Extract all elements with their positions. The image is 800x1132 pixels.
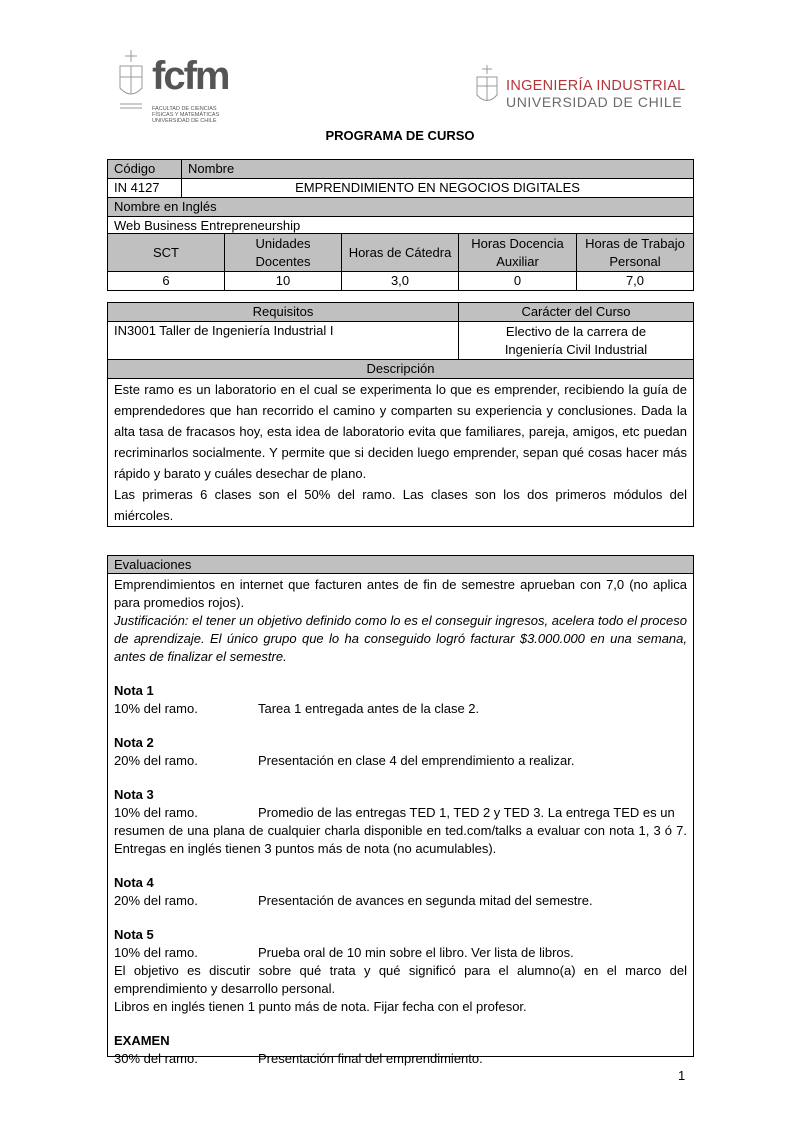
code-label: Código: [108, 160, 182, 179]
exam-title: EXAMEN: [114, 1033, 170, 1048]
nota-3-detail: resumen de una plana de cualquier charla disponible en ted.com/talks a evaluar con nota 1, 3 ó 7. Entregas en inglés tienen 3 puntos más de nota (no acumulables).: [114, 823, 687, 856]
evaluations-justification: Justificación: el tener un objetivo definido como lo es el conseguir ingresos, acelera todo el proceso de aprendizaje. El único grupo que lo ha conseguido logró facturar $3.000.000 en una semana, antes de finalizar el semestre.: [114, 613, 687, 664]
nota-1-row: 10% del ramo. Tarea 1 entregada antes de la clase 2.: [114, 701, 480, 716]
evaluations-section: [107, 555, 694, 1066]
nota-2-row: 20% del ramo. Presentación en clase 4 del emprendimiento a realizar.: [114, 753, 575, 768]
course-character-value: Electivo de la carrera de Ingeniería Civil Industrial: [459, 322, 694, 360]
credits-value-sct: 6: [108, 272, 225, 291]
course-name: EMPRENDIMIENTO EN NEGOCIOS DIGITALES: [182, 179, 694, 198]
credits-header-personal: Horas de Trabajo Personal: [577, 234, 694, 272]
requirements-table: [107, 302, 694, 527]
requirements-label: Requisitos: [108, 303, 459, 322]
evaluations-intro: Emprendimientos en internet que facturen antes de fin de semestre aprueban con 7,0 (no aplica para promedios rojos).: [114, 577, 687, 610]
credits-header-sct: SCT: [108, 234, 225, 272]
description-label: Descripción: [108, 360, 694, 379]
fcfm-logo: [116, 48, 240, 130]
page-number: 1: [678, 1068, 686, 1083]
description-text: Este ramo es un laboratorio en el cual se experimenta lo que es emprender, recibiendo la guía de emprendedores que han recorrido el camino y comparten su experiencia y conclusiones. Dada la alta tasa de fracasos hoy, esta idea de laboratorio evita que familiares, pareja, amigos, etc puedan recriminarlos socialmente. Y permite que si deciden luego emprender, sepan qué cosas hacer más rápido y barato y cuáles desechar de plano. Las primeras 6 clases son el 50% del ramo. Las clases son los dos primeros módulos del miércoles.: [108, 379, 694, 527]
course-info-table: [107, 159, 694, 236]
ingenieria-industrial-logo: [474, 64, 689, 112]
course-character-label: Carácter del Curso: [459, 303, 694, 322]
course-code: IN 4127: [108, 179, 182, 198]
credits-header-units: Unidades Docentes: [225, 234, 342, 272]
english-name-label: Nombre en Inglés: [108, 198, 694, 217]
credits-header-lecture: Horas de Cátedra: [342, 234, 459, 272]
nota-5-title: Nota 5: [114, 927, 154, 942]
credits-value-units: 10: [225, 272, 342, 291]
exam-row: 30% del ramo. Presentación final del emprendimiento.: [114, 1051, 483, 1066]
nota-5-note: Libros en inglés tienen 1 punto más de nota. Fijar fecha con el profesor.: [114, 999, 527, 1014]
ii-subtitle: UNIVERSIDAD DE CHILE: [506, 94, 683, 110]
nota-1-title: Nota 1: [114, 683, 154, 698]
page-title: PROGRAMA DE CURSO: [325, 128, 475, 143]
credits-value-personal: 7,0: [577, 272, 694, 291]
nota-3-title: Nota 3: [114, 787, 154, 802]
name-label: Nombre: [182, 160, 694, 179]
university-crest-icon: [116, 48, 146, 112]
nota-4-row: 20% del ramo. Presentación de avances en segunda mitad del semestre.: [114, 893, 593, 908]
nota-2-title: Nota 2: [114, 735, 154, 750]
requirements-value: IN3001 Taller de Ingeniería Industrial I: [108, 322, 459, 360]
nota-3-row: 10% del ramo. Promedio de las entregas TED 1, TED 2 y TED 3. La entrega TED es un: [114, 805, 675, 820]
credits-header-aux: Horas Docencia Auxiliar: [459, 234, 577, 272]
university-crest-icon: [474, 64, 500, 110]
ii-title: INGENIERÍA INDUSTRIAL: [506, 78, 686, 94]
nota-5-row: 10% del ramo. Prueba oral de 10 min sobre el libro. Ver lista de libros.: [114, 945, 574, 960]
evaluations-label: Evaluaciones: [108, 556, 693, 574]
nota-5-detail: El objetivo es discutir sobre qué trata y qué significó para el alumno(a) en el marco del emprendimiento y desarrollo personal.: [114, 963, 687, 996]
credits-value-lecture: 3,0: [342, 272, 459, 291]
credits-value-aux: 0: [459, 272, 577, 291]
credits-table: [107, 233, 694, 291]
fcfm-wordmark: fcfm: [152, 54, 229, 98]
fcfm-subtitle: FACULTAD DE CIENCIAS FÍSICAS Y MATEMÁTICAS UNIVERSIDAD DE CHILE: [152, 106, 220, 124]
english-name: Web Business Entrepreneurship: [108, 217, 694, 236]
nota-4-title: Nota 4: [114, 875, 154, 890]
